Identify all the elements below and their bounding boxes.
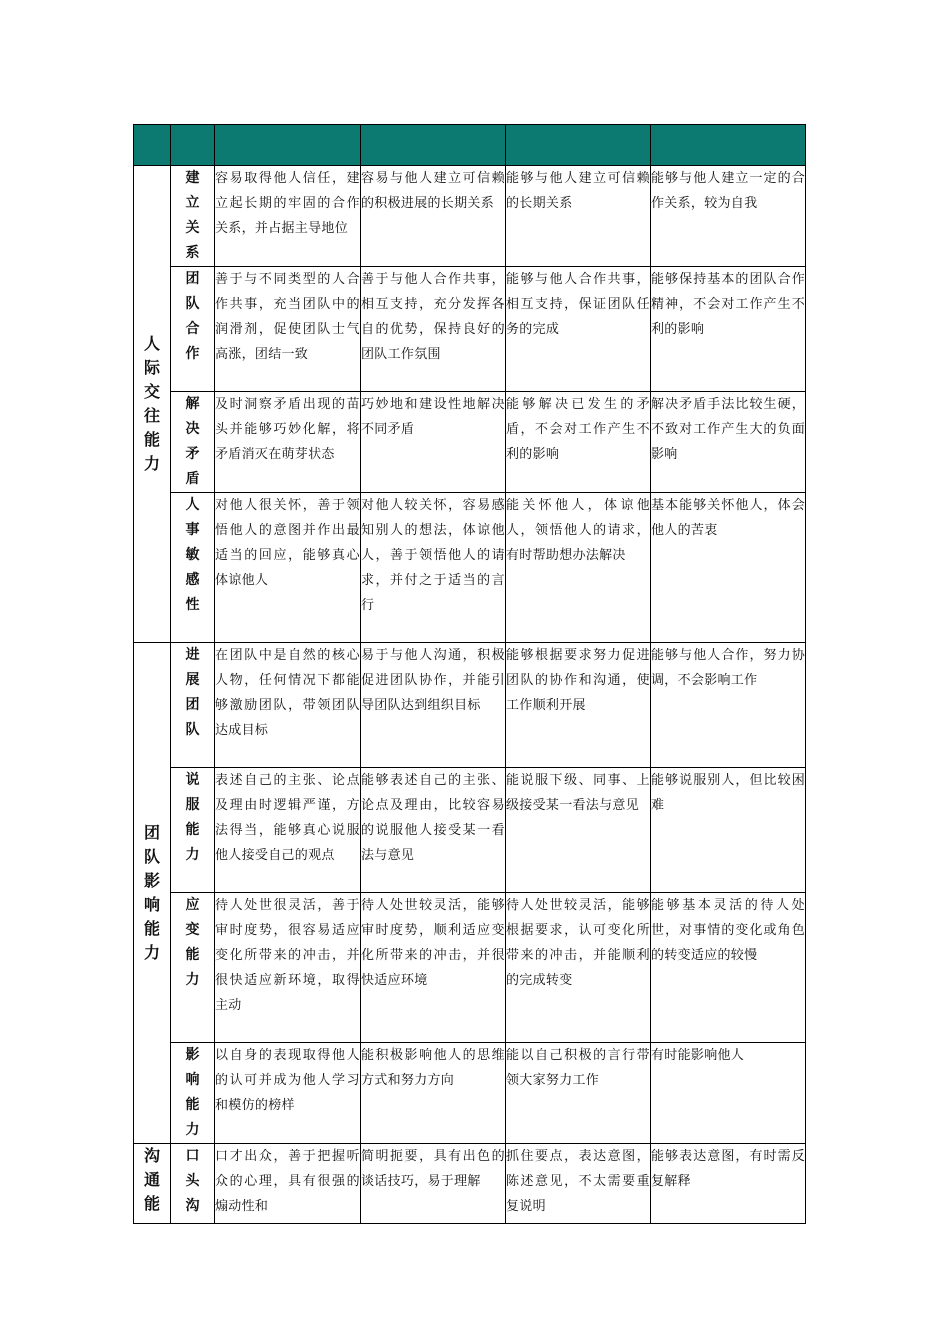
subcategory-cell <box>171 493 215 643</box>
table-header-row <box>134 125 806 166</box>
subcategory-label: 解决矛盾 <box>185 396 200 487</box>
level-cell: 容易与他人建立可信赖的积极进展的长期关系 <box>361 166 506 267</box>
subcategory-cell <box>171 166 215 267</box>
level-cell: 待人处世很灵活，善于审时度势，很容易适应变化所带来的冲击，并很快适应新环境，取得主动 <box>215 893 361 1043</box>
table-row <box>134 267 806 392</box>
category-label: 人际交往能力 <box>144 334 161 473</box>
subcategory-cell <box>171 1043 215 1144</box>
level-cell: 能够表达意图，有时需反复解释 <box>651 1144 806 1224</box>
level-cell: 容易取得他人信任，建立起长期的牢固的合作关系，并占据主导地位 <box>215 166 361 267</box>
level-cell: 善于与他人合作共事，相互支持，充分发挥各自的优势，保持良好的团队工作氛围 <box>361 267 506 392</box>
level-cell: 能够与他人合作共事，相互支持，保证团队任务的完成 <box>506 267 651 392</box>
level-cell: 能关怀他人，体谅他人，领悟他人的请求，有时帮助想办法解决 <box>506 493 651 643</box>
table-row <box>134 392 806 493</box>
level-cell: 能够根据要求努力促进团队的协作和沟通，使工作顺利开展 <box>506 643 651 768</box>
category-label: 沟通能 <box>144 1146 161 1213</box>
header-cell <box>134 125 171 166</box>
level-cell: 及时洞察矛盾出现的苗头并能够巧妙化解，将矛盾消灭在萌芽状态 <box>215 392 361 493</box>
level-cell: 能够基本灵活的待人处世，对事情的变化或角色的转变适应的较慢 <box>651 893 806 1043</box>
level-cell: 能够与他人建立一定的合作关系，较为自我 <box>651 166 806 267</box>
subcategory-cell <box>171 768 215 893</box>
level-cell: 能够保持基本的团队合作精神，不会对工作产生不利的影响 <box>651 267 806 392</box>
level-cell: 能以自己积极的言行带领大家努力工作 <box>506 1043 651 1144</box>
table-row <box>134 493 806 643</box>
level-cell: 待人处世较灵活，能够根据要求，认可变化所带来的冲击，并能顺利的完成转变 <box>506 893 651 1043</box>
level-cell: 以自身的表现取得他人的认可并成为他人学习和模仿的榜样 <box>215 1043 361 1144</box>
table-row <box>134 1043 806 1144</box>
header-cell <box>651 125 806 166</box>
level-cell: 有时能影响他人 <box>651 1043 806 1144</box>
level-cell: 善于与不同类型的人合作共事，充当团队中的润滑剂，促使团队士气高涨，团结一致 <box>215 267 361 392</box>
category-cell <box>134 1144 171 1224</box>
level-cell: 能积极影响他人的思维方式和努力方向 <box>361 1043 506 1144</box>
level-cell: 口才出众，善于把握听众的心理，具有很强的煽动性和 <box>215 1144 361 1224</box>
header-cell <box>361 125 506 166</box>
level-cell: 抓住要点，表达意图，陈述意见，不太需要重复说明 <box>506 1144 651 1224</box>
table-row <box>134 768 806 893</box>
subcategory-label: 进展团队 <box>185 647 200 738</box>
subcategory-cell <box>171 392 215 493</box>
subcategory-cell <box>171 893 215 1043</box>
level-cell: 能够说服别人，但比较困难 <box>651 768 806 893</box>
level-cell: 能够解决已发生的矛盾，不会对工作产生不利的影响 <box>506 392 651 493</box>
level-cell: 待人处世较灵活，能够审时度势，顺利适应变化所带来的冲击，并很快适应环境 <box>361 893 506 1043</box>
level-cell: 能够表述自己的主张、论点及理由，比较容易的说服他人接受某一看法与意见 <box>361 768 506 893</box>
subcategory-cell <box>171 643 215 768</box>
table-row <box>134 1144 806 1224</box>
level-cell: 在团队中是自然的核心人物，任何情况下都能够激励团队，带领团队达成目标 <box>215 643 361 768</box>
subcategory-cell <box>171 267 215 392</box>
level-cell: 对他人较关怀，容易感知别人的想法，体谅他人，善于领悟他人的请求，并付之于适当的言行 <box>361 493 506 643</box>
level-cell: 对他人很关怀，善于领悟他人的意图并作出最适当的回应，能够真心体谅他人 <box>215 493 361 643</box>
level-cell: 能说服下级、同事、上级接受某一看法与意见 <box>506 768 651 893</box>
category-cell <box>134 166 171 643</box>
subcategory-cell <box>171 1144 215 1224</box>
level-cell: 巧妙地和建设性地解决不同矛盾 <box>361 392 506 493</box>
level-cell: 基本能够关怀他人，体会他人的苦衷 <box>651 493 806 643</box>
category-cell <box>134 643 171 1144</box>
subcategory-label: 人事敏感性 <box>185 497 200 613</box>
table-row <box>134 166 806 267</box>
subcategory-label: 影响能力 <box>185 1047 200 1138</box>
category-label: 团队影响能力 <box>144 823 161 962</box>
subcategory-label: 说服能力 <box>185 772 200 863</box>
level-cell: 能够与他人合作，努力协调，不会影响工作 <box>651 643 806 768</box>
header-cell <box>171 125 215 166</box>
subcategory-label: 口头沟 <box>185 1148 200 1214</box>
table-row <box>134 643 806 768</box>
subcategory-label: 建立关系 <box>185 170 200 261</box>
level-cell: 解决矛盾手法比较生硬，不致对工作产生大的负面影响 <box>651 392 806 493</box>
competency-matrix-table <box>133 124 806 1224</box>
level-cell: 易于与他人沟通，积极促进团队协作，并能引导团队达到组织目标 <box>361 643 506 768</box>
level-cell: 能够与他人建立可信赖的长期关系 <box>506 166 651 267</box>
header-cell <box>506 125 651 166</box>
level-cell: 表述自己的主张、论点及理由时逻辑严谨，方法得当，能够真心说服他人接受自己的观点 <box>215 768 361 893</box>
subcategory-label: 团队合作 <box>185 271 200 362</box>
level-cell: 简明扼要，具有出色的谈话技巧，易于理解 <box>361 1144 506 1224</box>
table-row <box>134 893 806 1043</box>
subcategory-label: 应变能力 <box>185 897 200 988</box>
header-cell <box>215 125 361 166</box>
